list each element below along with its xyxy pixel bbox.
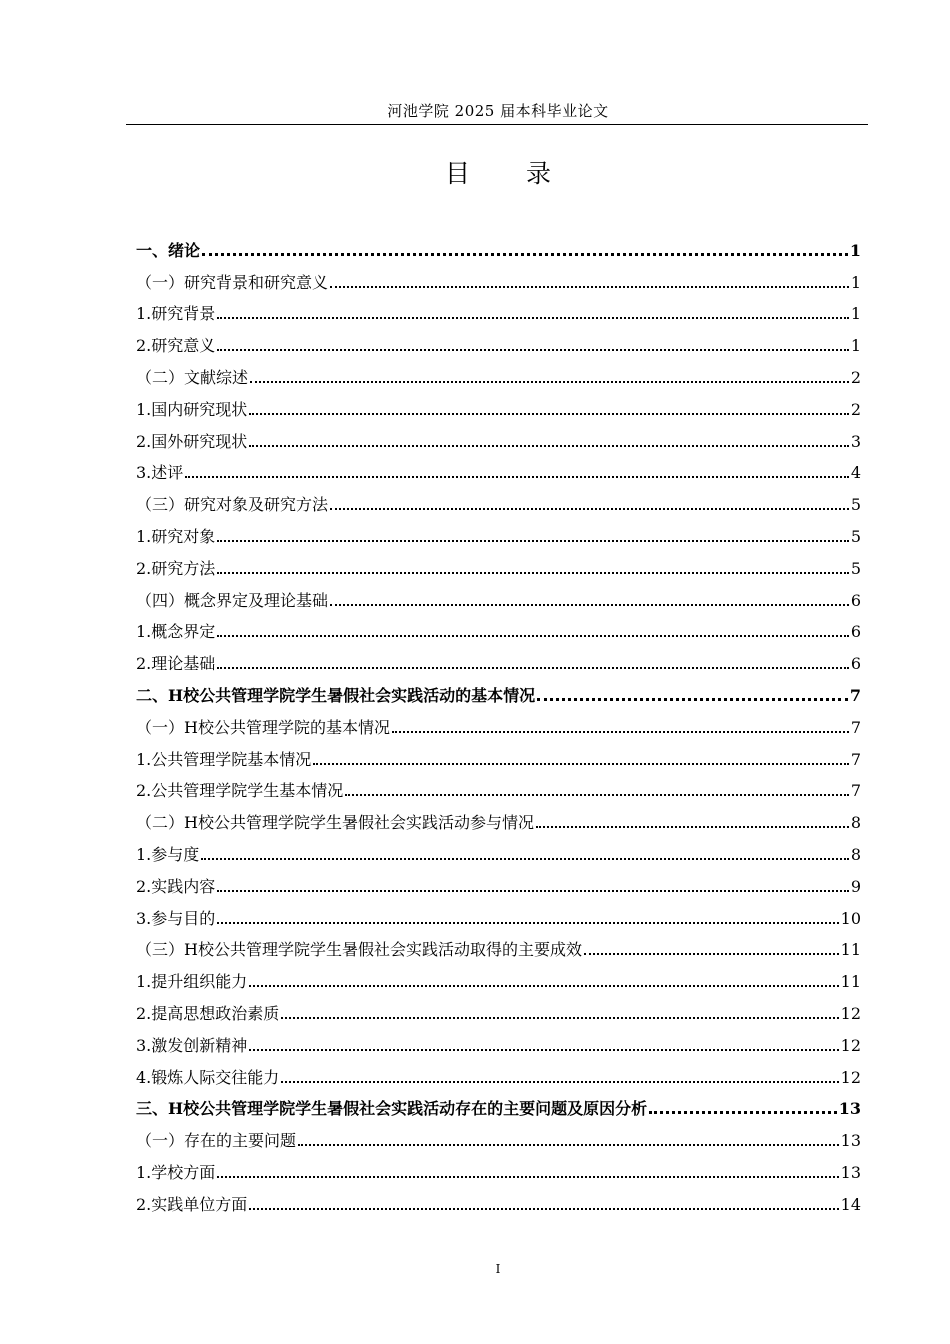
toc-entry-page-number: 1 xyxy=(849,240,861,260)
toc-dot-leader xyxy=(298,1144,839,1146)
toc-entry-title: 1.学校方面 xyxy=(136,1162,216,1182)
toc-entry-title: 1.国内研究现状 xyxy=(136,399,248,419)
toc-entry-level-2[interactable] xyxy=(136,1120,861,1152)
toc-entry-title: （四）概念界定及理论基础 xyxy=(136,590,329,610)
toc-dot-leader xyxy=(281,1017,838,1019)
toc-entry-page-number: 10 xyxy=(840,908,861,928)
toc-dot-leader xyxy=(217,635,849,637)
toc-entry-page-number: 3 xyxy=(850,431,861,451)
toc-title: 目 录 xyxy=(445,159,575,188)
toc-entry-level-2[interactable] xyxy=(136,802,861,834)
toc-dot-leader xyxy=(217,540,849,542)
toc-entry-level-2[interactable] xyxy=(136,484,861,516)
toc-dot-leader xyxy=(536,826,849,828)
toc-entry-title: 一、绪论 xyxy=(136,240,201,260)
toc-entry-level-3[interactable] xyxy=(136,961,861,993)
toc-entry-title: （一）研究背景和研究意义 xyxy=(136,272,329,292)
toc-entry-title: 1.提升组织能力 xyxy=(136,972,248,992)
toc-dot-leader xyxy=(249,1049,838,1051)
toc-entry-level-3[interactable] xyxy=(136,771,861,803)
toc-entry-page-number: 12 xyxy=(840,1003,861,1023)
toc-entry-level-3[interactable] xyxy=(136,1184,861,1216)
toc-entry-level-1[interactable] xyxy=(136,1089,861,1121)
toc-entry-page-number: 5 xyxy=(850,558,861,578)
toc-entry-title: 2.理论基础 xyxy=(136,654,216,674)
toc-entry-title: 3.激发创新精神 xyxy=(136,1035,248,1055)
toc-dot-leader xyxy=(217,1176,838,1178)
toc-entry-level-3[interactable] xyxy=(136,739,861,771)
toc-entry-level-3[interactable] xyxy=(136,834,861,866)
toc-entry-level-3[interactable] xyxy=(136,325,861,357)
toc-entry-title: （三）H校公共管理学院学生暑假社会实践活动取得的主要成效 xyxy=(136,940,582,960)
toc-dot-leader xyxy=(201,858,849,860)
toc-entry-level-3[interactable] xyxy=(136,993,861,1025)
toc-entry-page-number: 8 xyxy=(850,844,861,864)
toc-entry-title: 三、H校公共管理学院学生暑假社会实践活动存在的主要问题及原因分析 xyxy=(136,1099,648,1119)
toc-entry-page-number: 11 xyxy=(840,940,861,960)
toc-entry-level-3[interactable] xyxy=(136,898,861,930)
toc-dot-leader xyxy=(217,317,849,319)
toc-dot-leader xyxy=(249,1208,838,1210)
toc-entry-page-number: 7 xyxy=(850,781,861,801)
toc-entry-page-number: 12 xyxy=(840,1035,861,1055)
toc-entry-page-number: 7 xyxy=(850,717,861,737)
toc-entry-level-3[interactable] xyxy=(136,516,861,548)
toc-dot-leader xyxy=(281,1081,838,1083)
toc-dot-leader xyxy=(250,381,849,383)
toc-entry-title: 2.公共管理学院学生基本情况 xyxy=(136,781,344,801)
toc-entry-page-number: 8 xyxy=(850,813,861,833)
toc-dot-leader xyxy=(217,890,849,892)
toc-entry-level-3[interactable] xyxy=(136,548,861,580)
toc-entry-title: 1.研究对象 xyxy=(136,526,216,546)
toc-entry-title: 二、H校公共管理学院学生暑假社会实践活动的基本情况 xyxy=(136,685,536,705)
toc-entry-title: 1.参与度 xyxy=(136,844,200,864)
toc-dot-leader xyxy=(217,667,849,669)
toc-dot-leader xyxy=(345,794,849,796)
toc-entry-level-2[interactable] xyxy=(136,580,861,612)
toc-entry-title: 1.概念界定 xyxy=(136,622,216,642)
toc-entry-title: 2.研究意义 xyxy=(136,336,216,356)
toc-dot-leader xyxy=(330,286,849,288)
toc-entry-level-2[interactable] xyxy=(136,707,861,739)
toc-entry-level-1[interactable] xyxy=(136,230,861,262)
toc-entry-page-number: 6 xyxy=(850,654,861,674)
toc-dot-leader xyxy=(249,413,849,415)
toc-entry-level-3[interactable] xyxy=(136,1057,861,1089)
toc-entry-level-3[interactable] xyxy=(136,1025,861,1057)
toc-entry-page-number: 1 xyxy=(850,304,861,324)
toc-entry-level-3[interactable] xyxy=(136,612,861,644)
toc-dot-leader xyxy=(313,763,849,765)
toc-entry-title: 3.参与目的 xyxy=(136,908,216,928)
toc-entry-title: 1.研究背景 xyxy=(136,304,216,324)
toc-entry-level-2[interactable] xyxy=(136,930,861,962)
toc-entry-page-number: 2 xyxy=(850,367,861,387)
toc-entry-title: 2.国外研究现状 xyxy=(136,431,248,451)
running-header: 河池学院 2025 届本科毕业论文 xyxy=(387,102,609,120)
toc-dot-leader xyxy=(217,572,849,574)
toc-entry-title: 4.锻炼人际交往能力 xyxy=(136,1067,280,1087)
toc-entry-level-3[interactable] xyxy=(136,1152,861,1184)
toc-entry-title: 2.研究方法 xyxy=(136,558,216,578)
toc-entry-level-3[interactable] xyxy=(136,643,861,675)
toc-entry-level-3[interactable] xyxy=(136,421,861,453)
page-number: I xyxy=(495,1262,501,1276)
toc-entry-page-number: 1 xyxy=(850,272,861,292)
toc-dot-leader xyxy=(217,922,838,924)
header-divider xyxy=(126,124,868,125)
toc-entry-level-3[interactable] xyxy=(136,453,861,485)
toc-entry-page-number: 7 xyxy=(850,749,861,769)
toc-entry-level-2[interactable] xyxy=(136,357,861,389)
toc-dot-leader xyxy=(202,253,848,256)
toc-entry-title: （一）H校公共管理学院的基本情况 xyxy=(136,717,390,737)
toc-entry-page-number: 5 xyxy=(850,495,861,515)
toc-entry-title: （二）文献综述 xyxy=(136,367,249,387)
toc-entry-title: 2.实践内容 xyxy=(136,876,216,896)
table-of-contents xyxy=(136,230,861,1216)
toc-entry-page-number: 13 xyxy=(840,1162,861,1182)
toc-entry-level-3[interactable] xyxy=(136,866,861,898)
toc-entry-page-number: 7 xyxy=(849,685,861,705)
toc-entry-page-number: 6 xyxy=(850,590,861,610)
toc-entry-page-number: 13 xyxy=(838,1099,861,1119)
toc-entry-page-number: 2 xyxy=(850,399,861,419)
toc-dot-leader xyxy=(649,1111,837,1114)
toc-entry-level-2[interactable] xyxy=(136,262,861,294)
toc-entry-title: （一）存在的主要问题 xyxy=(136,1131,297,1151)
toc-entry-title: （二）H校公共管理学院学生暑假社会实践活动参与情况 xyxy=(136,813,534,833)
toc-dot-leader xyxy=(537,698,848,701)
toc-entry-title: （三）研究对象及研究方法 xyxy=(136,495,329,515)
toc-entry-page-number: 4 xyxy=(850,463,861,483)
toc-dot-leader xyxy=(249,985,838,987)
toc-dot-leader xyxy=(249,445,849,447)
toc-entry-level-1[interactable] xyxy=(136,675,861,707)
toc-entry-title: 1.公共管理学院基本情况 xyxy=(136,749,312,769)
toc-dot-leader xyxy=(330,604,849,606)
toc-dot-leader xyxy=(217,349,849,351)
toc-entry-page-number: 6 xyxy=(850,622,861,642)
toc-entry-page-number: 9 xyxy=(850,876,861,896)
toc-dot-leader xyxy=(584,953,839,955)
toc-entry-page-number: 12 xyxy=(840,1067,861,1087)
toc-entry-page-number: 11 xyxy=(840,972,861,992)
toc-entry-page-number: 13 xyxy=(840,1131,861,1151)
toc-entry-level-3[interactable] xyxy=(136,389,861,421)
toc-entry-page-number: 1 xyxy=(850,336,861,356)
toc-entry-title: 3.述评 xyxy=(136,463,184,483)
toc-dot-leader xyxy=(330,508,849,510)
toc-entry-page-number: 5 xyxy=(850,526,861,546)
toc-dot-leader xyxy=(392,731,849,733)
toc-dot-leader xyxy=(185,476,849,478)
toc-entry-title: 2.实践单位方面 xyxy=(136,1194,248,1214)
toc-entry-title: 2.提高思想政治素质 xyxy=(136,1003,280,1023)
toc-entry-page-number: 14 xyxy=(840,1194,861,1214)
toc-entry-level-3[interactable] xyxy=(136,294,861,326)
